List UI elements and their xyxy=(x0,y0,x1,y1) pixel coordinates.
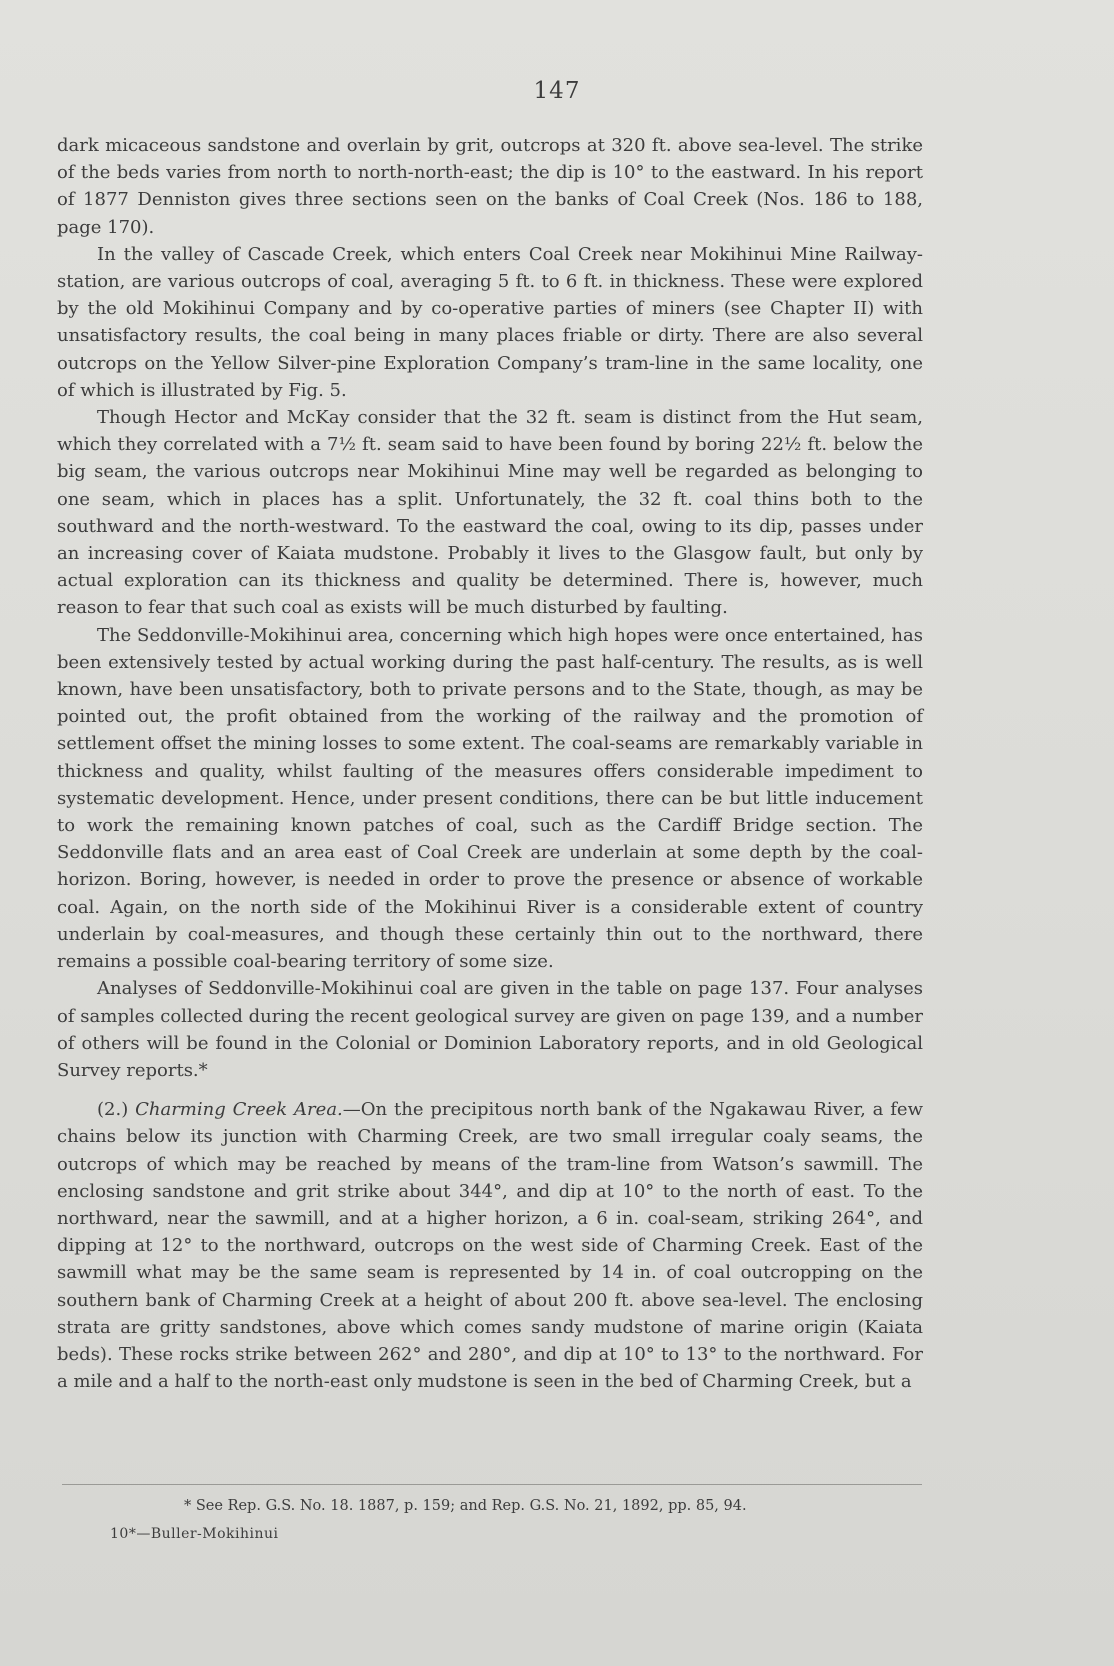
paragraph-cascade-creek: In the valley of Cascade Creek, which enters Coal Creek near Mokihinui Mine Railway-station, are various outcrops of coal, averaging 5 ft. to 6 ft. in thickness. These were explored by the old Mokihinui Company and by co-operative parties of miners (see Chapter II) with unsatisfactory results, the coal being in many places friable or dirty. There are also several outcrops on the Yellow Silver-pine Exploration Company’s tram-line in the same locality, one of which is illustrated by Fig. 5. xyxy=(57,243,923,401)
paragraph-analyses: Analyses of Seddonville-Mokihinui coal are given in the table on page 137. Four analyses of samples collected during the recent geological survey are given on page 139, and a number of others will be found in the Colonial or Dominion Laboratory reports, and in old Geological Survey reports.* xyxy=(57,978,923,1081)
paragraph-seddonville-area: The Seddonville-Mokihinui area, concerning which high hopes were once entertained, has been extensively tested by actual working during the past half-century. The results, as is well known, have been unsatisfactory, both to private persons and to the State, though, as may be pointed out, the profit obtained from the working of the railway and the promotion of settlement offset the mining losses to some extent. The coal-seams are remarkably variable in thickness and quality, whilst faulting of the measures offers considerable impediment to systematic development. Hence, under present conditions, there can be but little inducement to work the remaining known patches of coal, such as the Cardiff Bridge section. The Seddonville flats and an area east of Coal Creek are underlain at some depth by the coal-horizon. Boring, however, is needed in order to prove the presence or absence of workable coal. Again, on the north side of the Mokihinui River is a considerable extent of country underlain by coal-measures, and though these certainly thin out to the northward, there remains a possible coal-bearing territory of some size. xyxy=(57,624,923,973)
section-charming-creek xyxy=(57,1096,923,1395)
section-heading: Charming Creek Area. xyxy=(135,1099,343,1121)
printer-imprint: 10*—Buller-Mokihinui xyxy=(110,1526,279,1542)
paragraph-hut-seam: Though Hector and McKay consider that the 32 ft. seam is distinct from the Hut seam, which they correlated with a 7½ ft. seam said to have been found by boring 22½ ft. below the big seam, the various outcrops near Mokihinui Mine may well be regarded as belonging to one seam, which in places has a split. Unfortunately, the 32 ft. coal thins both to the southward and the north-westward. To the eastward the coal, owing to its dip, passes under an increasing cover of Kaiata mudstone. Probably it lives to the Glasgow fault, but only by actual exploration can its thickness and quality be determined. There is, however, much reason to fear that such coal as exists will be much disturbed by faulting. xyxy=(57,407,923,619)
footnote: * See Rep. G.S. No. 18. 1887, p. 159; and Rep. G.S. No. 21, 1892, pp. 85, 94. xyxy=(184,1498,747,1514)
page-number: 147 xyxy=(533,78,581,104)
section-text: —On the precipitous north bank of the Ngakawau River, a few chains below its junction with Charming Creek, are two small irregular coaly seams, the outcrops of which may be reached by means of the tram-line from Watson’s sawmill. The enclosing sandstone and grit strike about 344°, and dip at 10° to the north of east. To the northward, near the sawmill, and at a higher horizon, a 6 in. coal-seam, striking 264°, and dipping at 12° to the northward, outcrops on the west side of Charming Creek. East of the sawmill what may be the same seam is represented by 14 in. of coal outcropping on the southern bank of Charming Creek at a height of about 200 ft. above sea-level. The enclosing strata are gritty sandstones, above which comes sandy mudstone of marine origin (Kaiata beds). These rocks strike between 262° and 280°, and dip at 10° to 13° to the northward. For a mile and a half to the north-east only mudstone is seen in the bed of Charming Creek, but a xyxy=(57,1099,923,1393)
section-number: (2.) xyxy=(97,1099,129,1121)
paragraph-continuation: dark micaceous sandstone and overlain by grit, outcrops at 320 ft. above sea-level. The strike of the beds varies from north to north-north-east; the dip is 10° to the eastward. In his report of 1877 Denniston gives three sections seen on the banks of Coal Creek (Nos. 186 to 188, page 170). xyxy=(57,135,923,238)
body-text xyxy=(57,132,923,1395)
footnote-rule xyxy=(62,1484,922,1485)
